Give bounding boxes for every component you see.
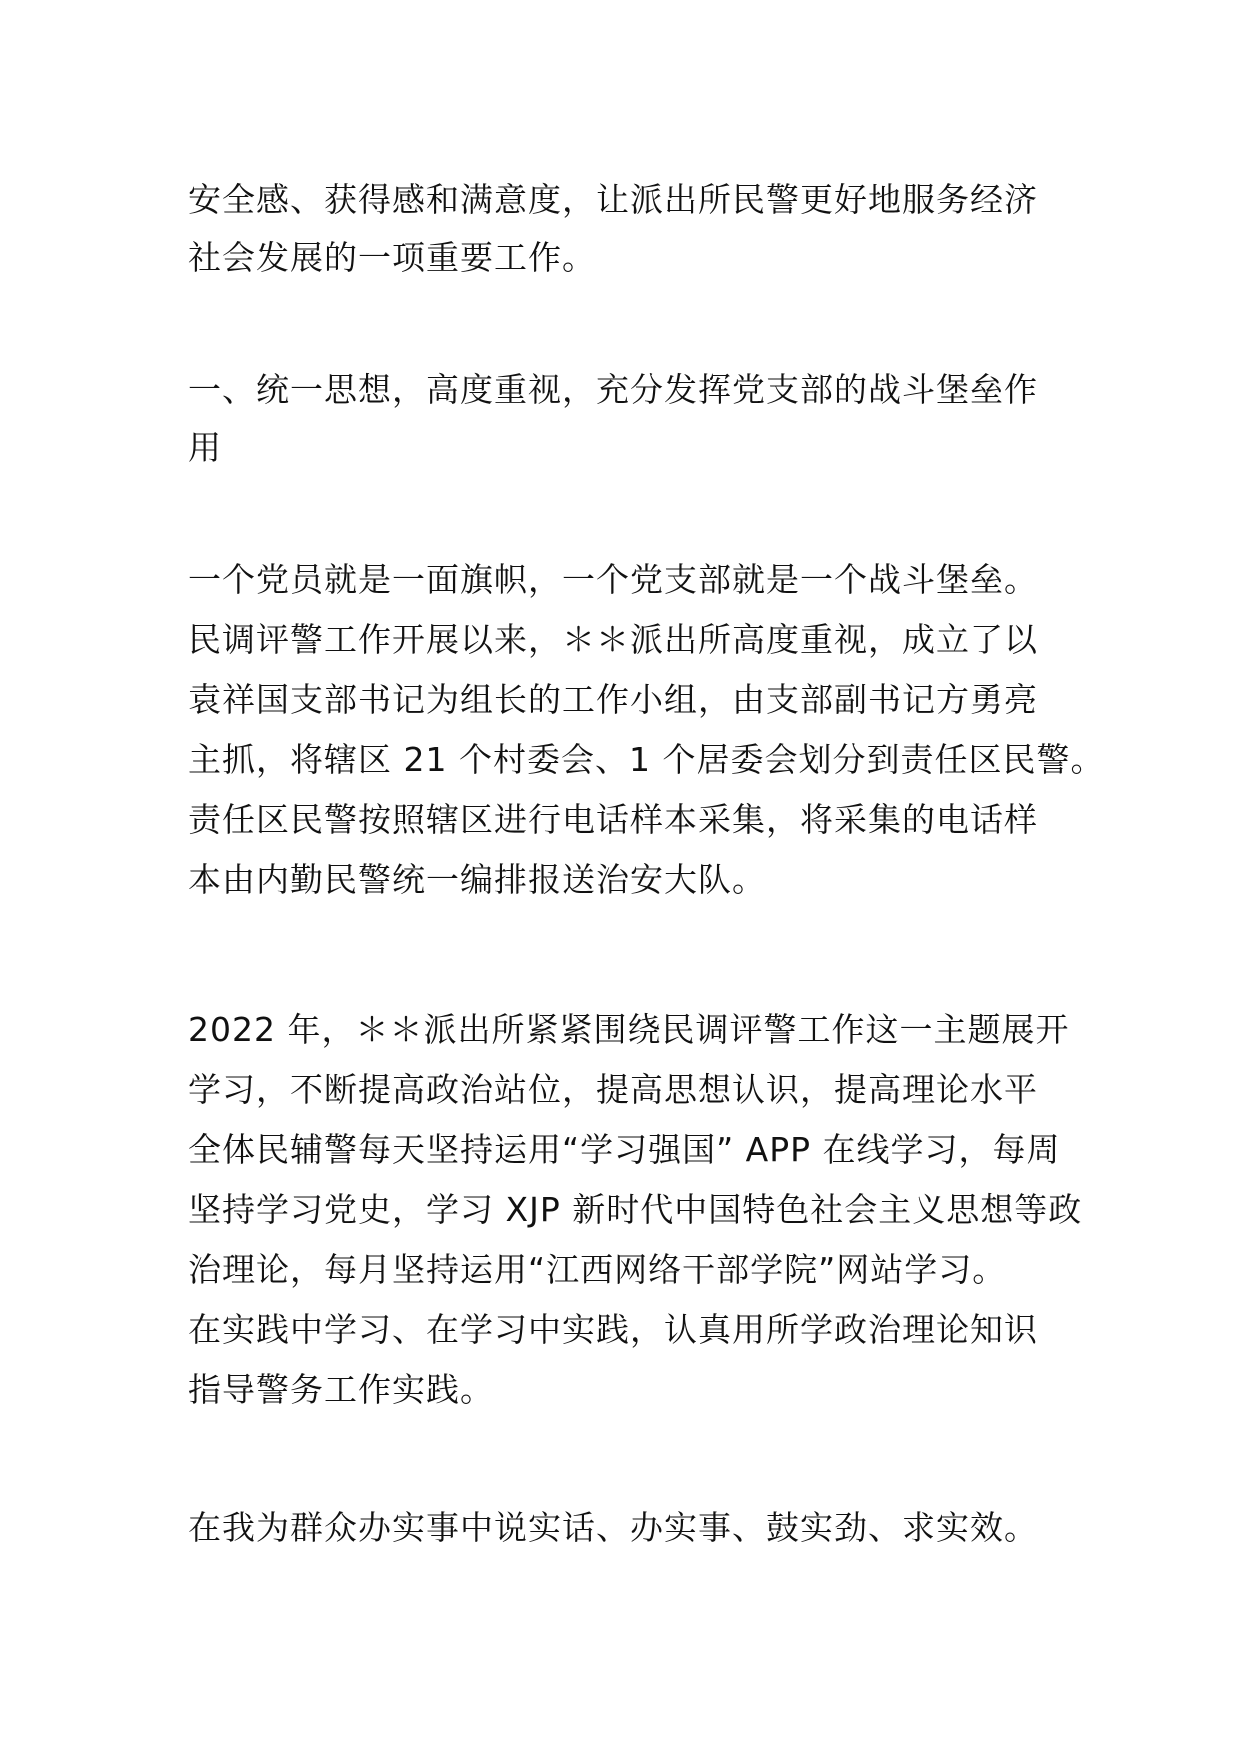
- text-line: 治理论，每月坚持运用“江西网络干部学院”网站学习。: [188, 1250, 1007, 1289]
- text-line: 一个党员就是一面旗帜，一个党支部就是一个战斗堡垒。: [188, 560, 1038, 599]
- text-line: 安全感、获得感和满意度，让派出所民警更好地服务经济: [188, 180, 1038, 219]
- text-line: 责任区民警按照辖区进行电话样本采集，将采集的电话样: [188, 800, 1038, 839]
- text-line: 一、统一思想，高度重视，充分发挥党支部的战斗堡垒作: [188, 370, 1038, 409]
- text-line: 坚持学习党史，学习 XJP 新时代中国特色社会主义思想等政: [188, 1190, 1083, 1229]
- text-line: 指导警务工作实践。: [188, 1370, 494, 1409]
- text-line: 用: [188, 428, 222, 467]
- text-line: 学习，不断提高政治站位，提高思想认识，提高理论水平: [188, 1070, 1038, 1109]
- text-line: 袁祥国支部书记为组长的工作小组，由支部副书记方勇亮: [188, 680, 1038, 719]
- text-line: 在实践中学习、在学习中实践，认真用所学政治理论知识: [188, 1310, 1038, 1349]
- text-line: 2022 年，＊＊派出所紧紧围绕民调评警工作这一主题展开: [188, 1010, 1070, 1049]
- text-line: 本由内勤民警统一编排报送治安大队。: [188, 860, 766, 899]
- text-line: 全体民辅警每天坚持运用“学习强国” APP 在线学习，每周: [188, 1130, 1061, 1169]
- text-line: 主抓，将辖区 21 个村委会、1 个居委会划分到责任区民警。: [188, 740, 1105, 779]
- text-line: 在我为群众办实事中说实话、办实事、鼓实劲、求实效。: [188, 1508, 1038, 1547]
- text-line: 民调评警工作开展以来，＊＊派出所高度重视，成立了以: [188, 620, 1038, 659]
- text-line: 社会发展的一项重要工作。: [188, 238, 596, 277]
